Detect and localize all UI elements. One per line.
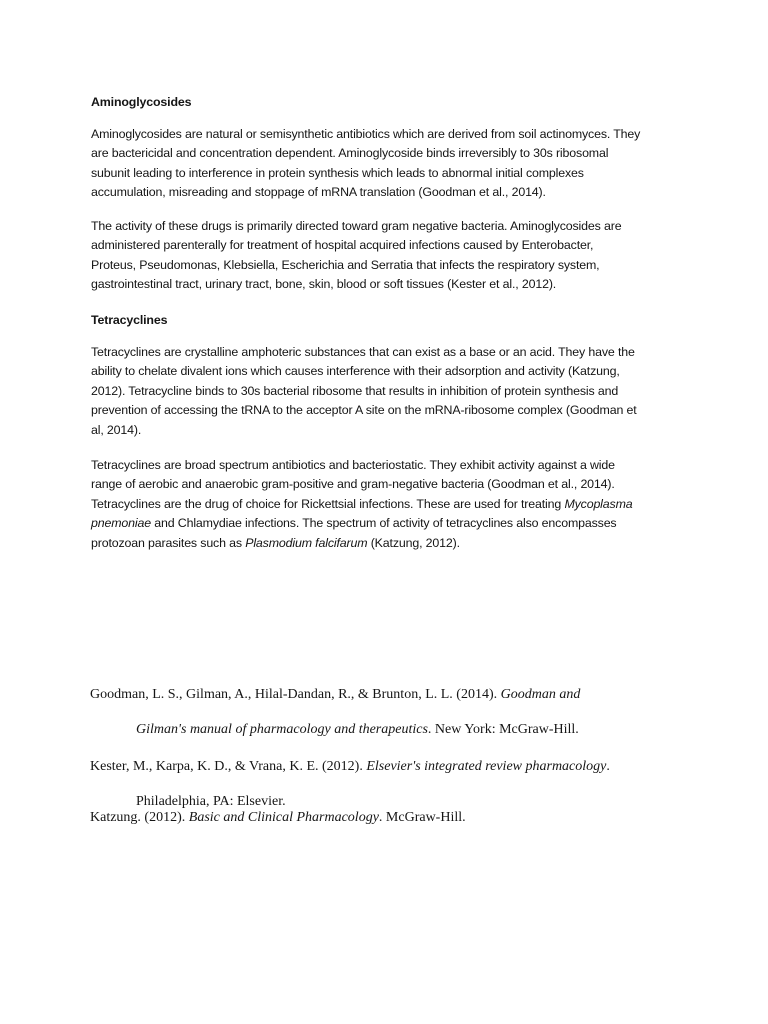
reference-goodman-line2: [136, 721, 579, 739]
text-line: ability to chelate divalent ions which causes interference with their adsorption and activity (Katzung,: [91, 364, 620, 379]
text-run: Kester, M., Karpa, K. D., & Vrana, K. E. (2012).: [90, 759, 367, 774]
paragraph-tetracyclines-2: [91, 456, 671, 553]
text-run: .: [606, 759, 610, 774]
text-run: (Katzung, 2012).: [367, 535, 460, 550]
text-line: Proteus, Pseudomonas, Klebsiella, Escherichia and Serratia that infects the respiratory system,: [91, 257, 600, 272]
paragraph-tetracyclines-1: [91, 343, 671, 440]
text-run: . McGraw-Hill.: [378, 810, 466, 825]
text-line: Aminoglycosides are natural or semisynthetic antibiotics which are derived from soil actinomyces. They: [91, 127, 641, 141]
text-line: Tetracyclines are broad spectrum antibiotics and bacteriostatic. They exhibit activity against a wide: [91, 458, 615, 472]
section-heading-aminoglycosides: Aminoglycosides: [91, 95, 192, 109]
italic-title: Basic and Clinical Pharmacology: [188, 810, 379, 825]
text-line: gastrointestinal tract, urinary tract, bone, skin, blood or soft tissues (Kester et al., 2012).: [91, 277, 557, 292]
italic-title: Goodman and: [500, 687, 581, 702]
reference-kester-line2: Philadelphia, PA: Elsevier.: [136, 794, 286, 809]
paragraph-aminoglycosides-1: [91, 125, 671, 203]
italic-title: Elsevier's integrated review pharmacology: [366, 759, 607, 774]
text-line: administered parenterally for treatment of hospital acquired infections caused by Enterobacter,: [91, 238, 594, 253]
text-line: prevention of accessing the tRNA to the acceptor A site on the mRNA-ribosome complex (Goodman et: [91, 403, 637, 418]
paragraph-aminoglycosides-2: [91, 217, 671, 295]
text-run: Tetracyclines are the drug of choice for Rickettsial infections. These are used for treating: [91, 496, 565, 511]
text-run: and Chlamydiae infections. The spectrum of activity of tetracyclines also encompasses: [150, 516, 617, 531]
reference-katzung: [90, 809, 466, 827]
text-run: . New York: McGraw-Hill.: [427, 722, 579, 737]
text-line: range of aerobic and anaerobic gram-positive and gram-negative bacteria (Goodman et al., 2014).: [91, 477, 615, 492]
italic-term: pnemoniae: [91, 516, 151, 531]
text-line: 2012). Tetracycline binds to 30s bacterial ribosome that results in inhibition of protein synthesis and: [91, 383, 619, 398]
italic-term: Plasmodium falcifarum: [245, 535, 368, 550]
text-line: [91, 514, 671, 533]
text-line: al, 2014).: [91, 422, 142, 437]
italic-term: Mycoplasma: [564, 496, 633, 511]
text-line: Tetracyclines are crystalline amphoteric substances that can exist as a base or an acid. They have the: [91, 345, 635, 359]
text-line: accumulation, misreading and stoppage of mRNA translation (Goodman et al., 2014).: [91, 185, 546, 200]
reference-goodman-line1: [90, 686, 580, 704]
text-run: Katzung. (2012).: [90, 810, 189, 825]
text-run: Goodman, L. S., Gilman, A., Hilal-Dandan, R., & Brunton, L. L. (2014).: [90, 687, 501, 702]
italic-title: Gilman's manual of pharmacology and therapeutics: [136, 722, 428, 737]
text-line: are bactericidal and concentration dependent. Aminoglycoside binds irreversibly to 30s ribosomal: [91, 146, 609, 161]
reference-kester-line1: [90, 758, 610, 776]
section-heading-tetracyclines: Tetracyclines: [91, 313, 168, 327]
text-line: [91, 534, 671, 553]
text-line: [91, 495, 671, 514]
text-run: protozoan parasites such as: [91, 535, 246, 550]
text-line: The activity of these drugs is primarily directed toward gram negative bacteria. Aminoglycosides are: [91, 219, 622, 233]
text-line: subunit leading to interference in protein synthesis which leads to abnormal initial complexes: [91, 165, 584, 180]
